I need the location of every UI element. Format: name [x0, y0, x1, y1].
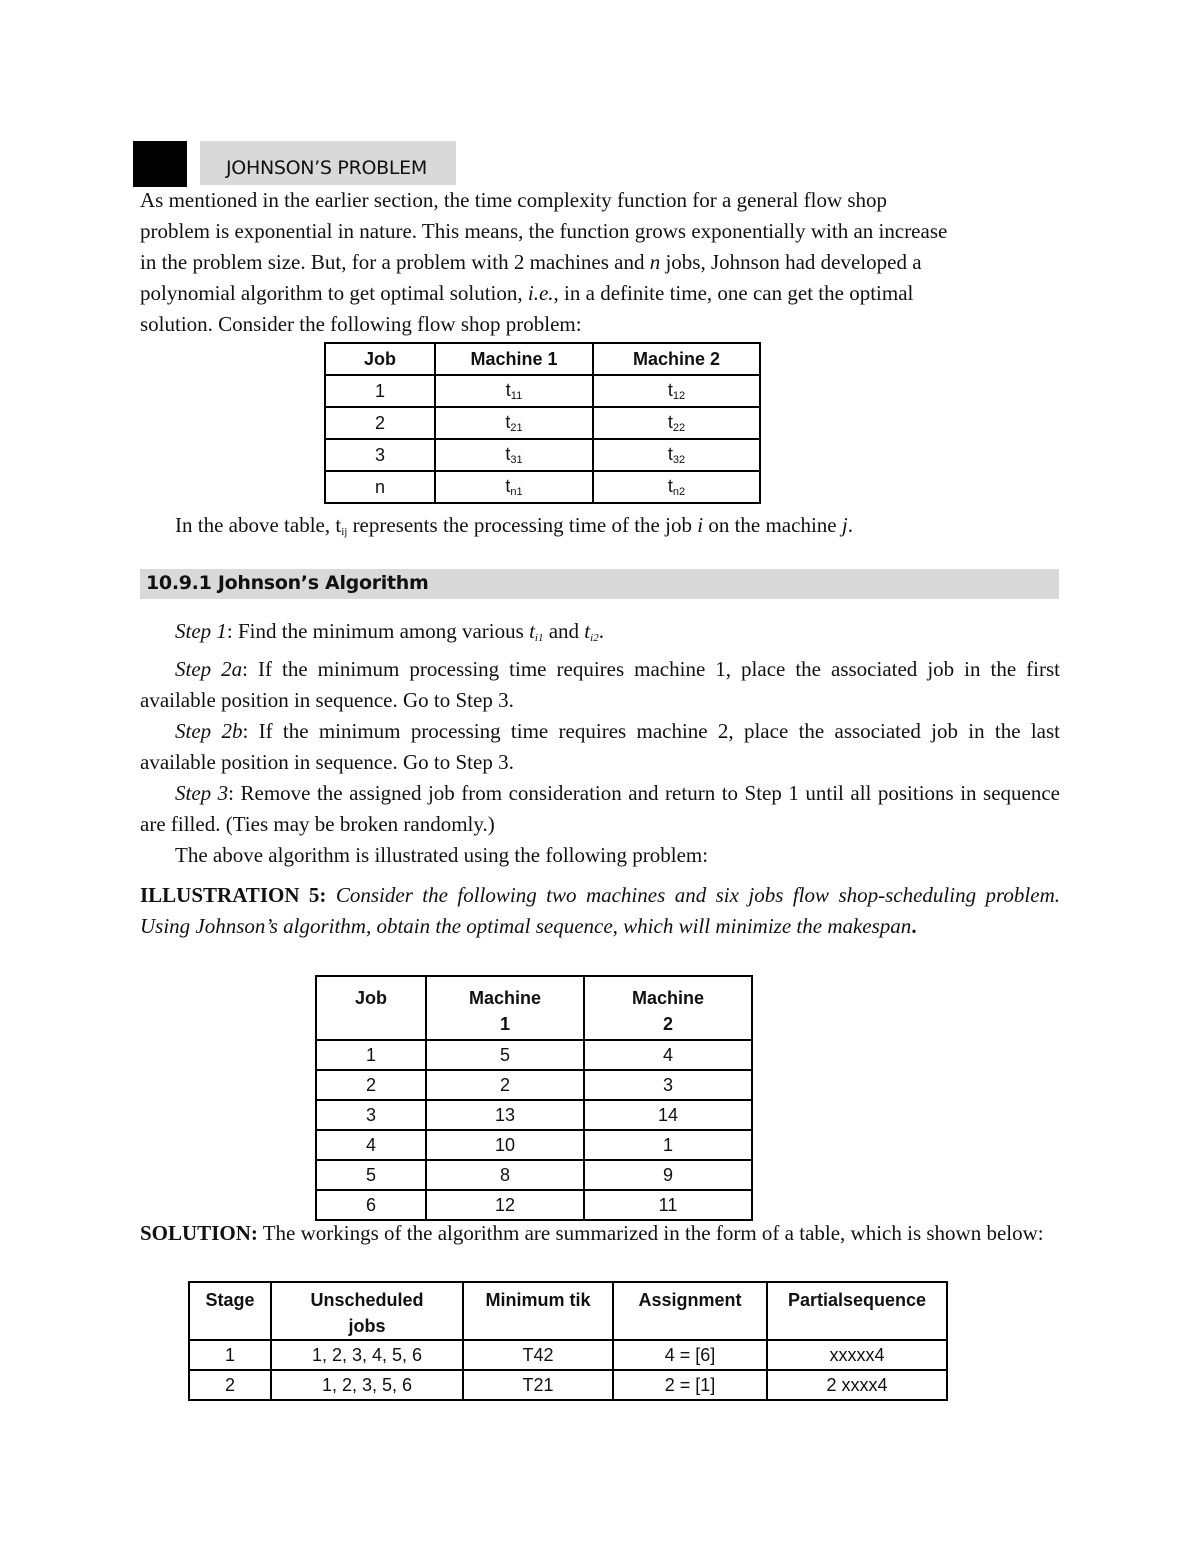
- cell-job: n: [325, 471, 435, 503]
- cell-m1: 5: [426, 1040, 584, 1070]
- table-row: [325, 471, 760, 503]
- cell-job: 4: [316, 1130, 426, 1160]
- table-header-row: [316, 976, 752, 1040]
- table-row: [316, 1040, 752, 1070]
- cell-m2: $t_{n2}$: [593, 471, 760, 503]
- col-machine-1: Machine 1: [426, 976, 584, 1040]
- cell-stage: 2: [189, 1370, 271, 1400]
- col-minimum-tik: Minimum tik: [463, 1282, 613, 1340]
- table-row: [325, 407, 760, 439]
- col-machine-2: Machine 2: [584, 976, 752, 1040]
- cell-m2: 9: [584, 1160, 752, 1190]
- section-title: JOHNSON’S PROBLEM: [226, 157, 427, 179]
- table-header-row: [189, 1282, 947, 1340]
- cell-m2: 11: [584, 1190, 752, 1220]
- cell-m1: 10: [426, 1130, 584, 1160]
- table-row: [316, 1130, 752, 1160]
- cell-jobs: 1, 2, 3, 5, 6: [271, 1370, 463, 1400]
- cell-seq: xxxxx4: [767, 1340, 947, 1370]
- table-row: [316, 1190, 752, 1220]
- intro-paragraph: [140, 185, 1060, 340]
- col-stage: Stage: [189, 1282, 271, 1340]
- col-assignment: Assignment: [613, 1282, 767, 1340]
- cell-m2: 3: [584, 1070, 752, 1100]
- cell-job: 2: [325, 407, 435, 439]
- col-machine-2: Machine 2: [593, 343, 760, 375]
- subsection-title: 10.9.1 Johnson’s Algorithm: [146, 572, 429, 594]
- cell-m2: $t_{12}$: [593, 375, 760, 407]
- solution-table: [188, 1281, 948, 1401]
- cell-job: 2: [316, 1070, 426, 1100]
- cell-m1: $t_{n1}$: [435, 471, 593, 503]
- col-partial-sequence: Partialsequence: [767, 1282, 947, 1340]
- cell-job: 5: [316, 1160, 426, 1190]
- cell-m1: 13: [426, 1100, 584, 1130]
- col-job: Job: [325, 343, 435, 375]
- cell-job: 1: [325, 375, 435, 407]
- cell-assign: 2 = [1]: [613, 1370, 767, 1400]
- cell-job: 3: [325, 439, 435, 471]
- cell-jobs: 1, 2, 3, 4, 5, 6: [271, 1340, 463, 1370]
- cell-m1: 8: [426, 1160, 584, 1190]
- table-row: [189, 1340, 947, 1370]
- intro-line: polynomial algorithm to get optimal solution, i.e., in a definite time, one can get the optimal: [140, 281, 914, 305]
- step-3: Step 3: Remove the assigned job from consideration and return to Step 1 until all positions in sequence are filled. (Ties may be broken randomly.): [140, 781, 1060, 836]
- step-1: Step 1: Find the minimum among various $t_{i1}$ and $t_{i2}$.: [175, 619, 604, 644]
- cell-m1: 12: [426, 1190, 584, 1220]
- solution-paragraph: SOLUTION: The workings of the algorithm are summarized in the form of a table, which is shown below:: [140, 1221, 1044, 1245]
- cell-m1: $t_{11}$: [435, 375, 593, 407]
- cell-assign: 4 = [6]: [613, 1340, 767, 1370]
- cell-m2: 14: [584, 1100, 752, 1130]
- intro-line: As mentioned in the earlier section, the time complexity function for a general flow shop: [140, 188, 888, 212]
- illustration-paragraph: ILLUSTRATION 5: Consider the following two machines and six jobs flow shop-scheduling problem. Using Johnson’s algorithm, obtain the optimal sequence, which will minimize the makespan.: [140, 883, 1060, 938]
- intro-line: in the problem size. But, for a problem with 2 machines and n jobs, Johnson had developed a: [140, 250, 922, 274]
- cell-m1: 2: [426, 1070, 584, 1100]
- col-job: Job: [316, 976, 426, 1040]
- table-header-row: [325, 343, 760, 375]
- col-machine-1: Machine 1: [435, 343, 593, 375]
- step-2a: Step 2a: If the minimum processing time requires machine 1, place the associated job in the first available position in sequence. Go to Step 3.: [140, 657, 1060, 712]
- table-caption: In the above table, $t_{ij}$ represents the processing time of the job i on the machine j.: [175, 513, 853, 538]
- cell-seq: 2 xxxx4: [767, 1370, 947, 1400]
- cell-m2: 4: [584, 1040, 752, 1070]
- illustration-table: [315, 975, 753, 1221]
- intro-line: solution. Consider the following flow shop problem:: [140, 312, 582, 336]
- algorithm-steps: [140, 616, 1060, 871]
- cell-min: T21: [463, 1370, 613, 1400]
- cell-m1: $t_{21}$: [435, 407, 593, 439]
- cell-min: T42: [463, 1340, 613, 1370]
- flow-shop-table: [324, 342, 761, 504]
- table-row: [316, 1160, 752, 1190]
- intro-line: problem is exponential in nature. This means, the function grows exponentially with an increase: [140, 219, 948, 243]
- cell-job: 1: [316, 1040, 426, 1070]
- cell-m2: $t_{22}$: [593, 407, 760, 439]
- table-row: [189, 1370, 947, 1400]
- col-unscheduled-jobs: Unscheduled jobs: [271, 1282, 463, 1340]
- cell-job: 3: [316, 1100, 426, 1130]
- cell-job: 6: [316, 1190, 426, 1220]
- section-number-box: [133, 141, 187, 187]
- table-row: [316, 1070, 752, 1100]
- cell-m2: 1: [584, 1130, 752, 1160]
- table-row: [325, 439, 760, 471]
- table-row: [325, 375, 760, 407]
- cell-m2: $t_{32}$: [593, 439, 760, 471]
- cell-m1: $t_{31}$: [435, 439, 593, 471]
- step-2b: Step 2b: If the minimum processing time requires machine 2, place the associated job in the last available position in sequence. Go to Step 3.: [140, 719, 1061, 774]
- cell-stage: 1: [189, 1340, 271, 1370]
- illustrated-text: The above algorithm is illustrated using the following problem:: [175, 843, 709, 867]
- table-row: [316, 1100, 752, 1130]
